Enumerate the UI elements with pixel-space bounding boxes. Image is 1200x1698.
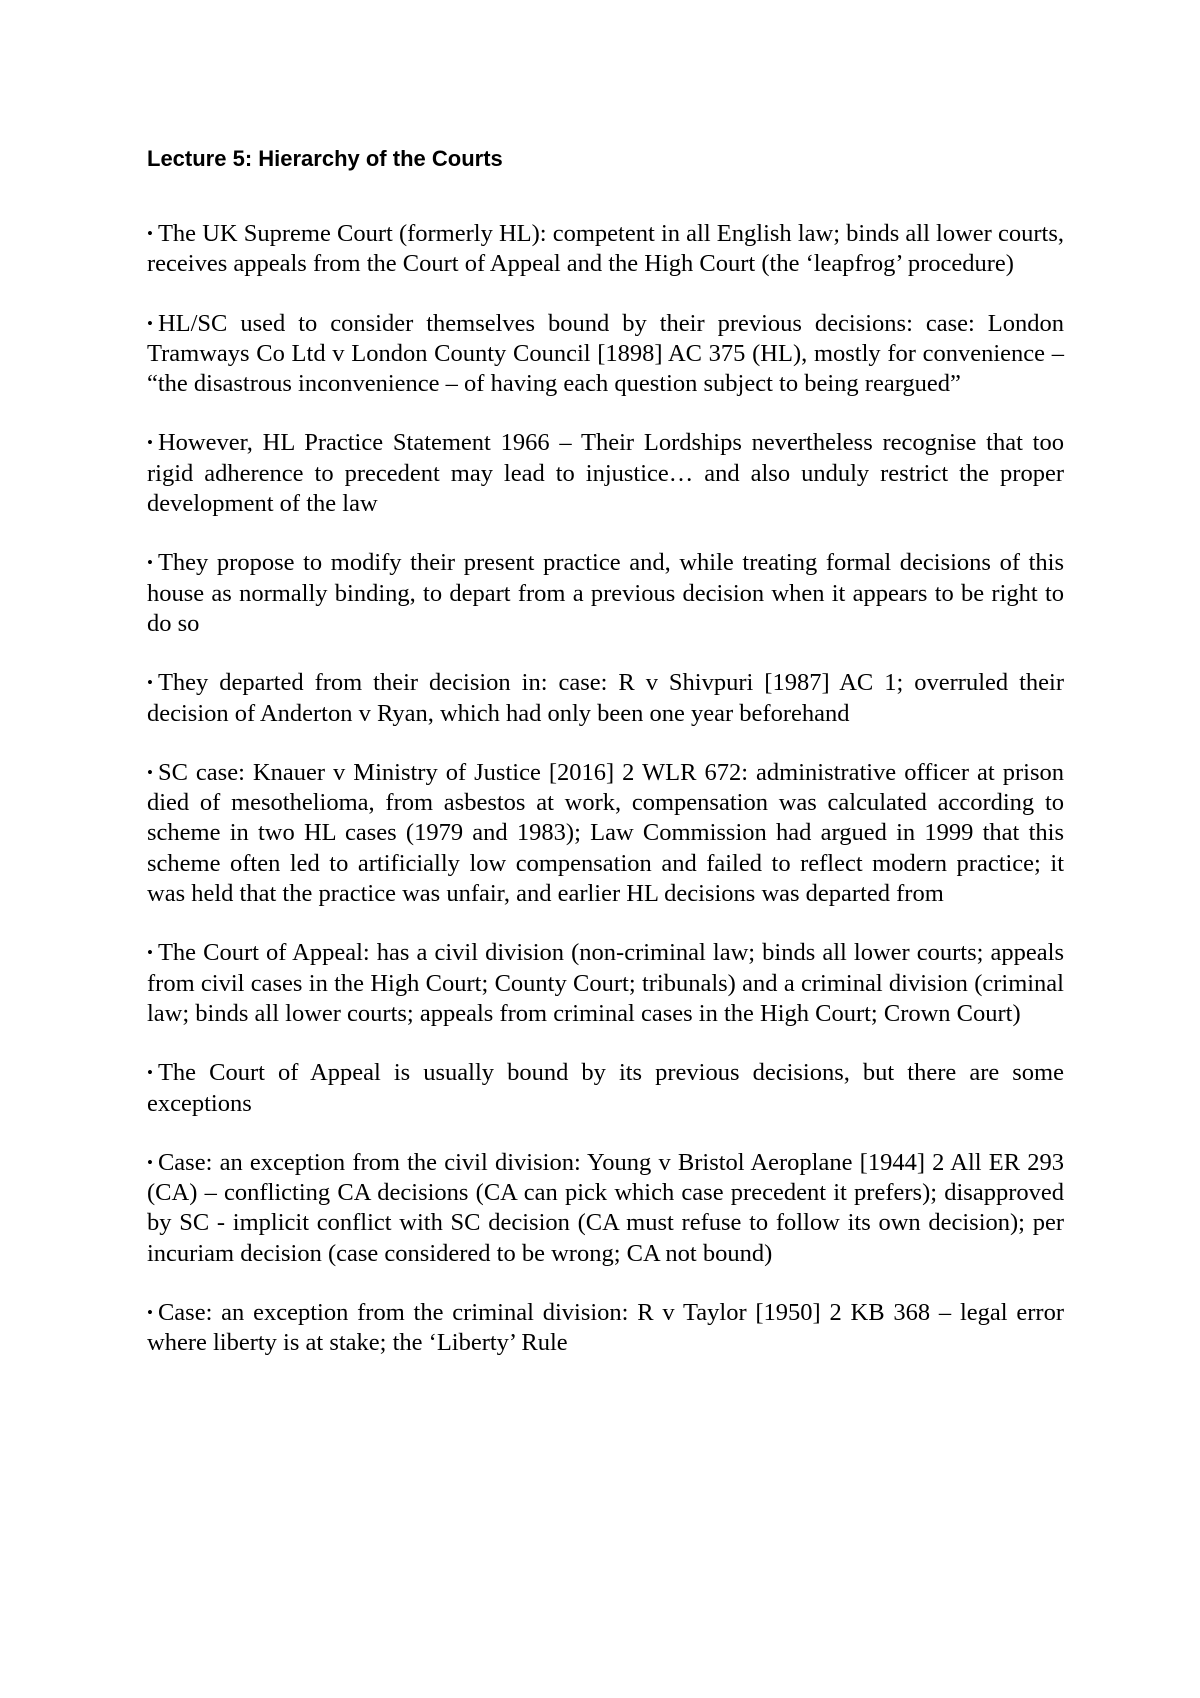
bullet-paragraph (147, 668, 1064, 729)
bullet-icon: • (147, 433, 153, 453)
document-page (147, 146, 1064, 1388)
bullet-paragraph (147, 309, 1064, 400)
bullet-paragraph (147, 428, 1064, 519)
paragraph-text: Case: an exception from the criminal division: R v Taylor [1950] 2 KB 368 – legal error where liberty is at stake; the ‘Liberty’ Rule (147, 1299, 1064, 1357)
paragraph-text: SC case: Knauer v Ministry of Justice [2016] 2 WLR 672: administrative officer at prison died of mesothelioma, from asbestos at work, compensation was calculated according to scheme in two HL cases (1979 and 1983); Law Commission had argued in 1999 that this scheme often led to artificially low compensation and failed to reflect modern practice; it was held that the practice was unfair, and earlier HL decisions was departed from (147, 758, 1064, 908)
paragraph-text: Case: an exception from the civil division: Young v Bristol Aeroplane [1944] 2 All ER 293 (CA) – conflicting CA decisions (CA can pick which case precedent it prefers); disapproved by SC - implicit conflict with SC decision (CA must refuse to follow its own decision); per incuriam decision (case considered to be wrong; CA not bound) (147, 1148, 1064, 1267)
paragraph-text: The Court of Appeal: has a civil division (non-criminal law; binds all lower courts; appeals from civil cases in the High Court; County Court; tribunals) and a criminal division (criminal law; binds all lower courts; appeals from criminal cases in the High Court; Crown Court) (147, 939, 1064, 1027)
bullet-paragraph (147, 219, 1064, 280)
bullet-paragraph (147, 938, 1064, 1029)
bullet-icon: • (147, 1152, 153, 1172)
page-title: Lecture 5: Hierarchy of the Courts (147, 146, 503, 171)
bullet-icon: • (147, 313, 153, 333)
bullet-paragraph (147, 1058, 1064, 1119)
bullet-icon: • (147, 1303, 153, 1323)
bullet-icon: • (147, 224, 153, 243)
bullet-icon: • (147, 553, 153, 573)
paragraph-text: However, HL Practice Statement 1966 – Their Lordships nevertheless recognise that too rigid adherence to precedent may lead to injustice… and also unduly restrict the proper development of the law (147, 429, 1064, 518)
bullet-paragraph (147, 758, 1064, 909)
bullet-paragraph (147, 1148, 1064, 1269)
bullet-icon: • (147, 943, 153, 963)
paragraph-text: They propose to modify their present practice and, while treating formal decisions of this house as normally binding, to depart from a previous decision when it appears to be right to do so (147, 549, 1064, 637)
bullet-icon: • (147, 762, 153, 782)
bullet-paragraph (147, 548, 1064, 639)
paragraph-text: The UK Supreme Court (formerly HL): competent in all English law; binds all lower courts, receives appeals from the Court of Appeal and the High Court (the ‘leapfrog’ procedure) (147, 220, 1064, 278)
paragraph-text: HL/SC used to consider themselves bound by their previous decisions: case: London Tramways Co Ltd v London County Council [1898] AC 375 (HL), mostly for convenience – “the disastrous inconvenience – of having each question subject to being reargued” (147, 309, 1064, 398)
bullet-icon: • (147, 673, 153, 693)
bullet-icon: • (147, 1063, 153, 1083)
paragraph-text: They departed from their decision in: case: R v Shivpuri [1987] AC 1; overruled their decision of Anderton v Ryan, which had only been one year beforehand (147, 669, 1064, 727)
bullet-paragraph (147, 1298, 1064, 1359)
paragraph-text: The Court of Appeal is usually bound by its previous decisions, but there are some exceptions (147, 1059, 1064, 1117)
